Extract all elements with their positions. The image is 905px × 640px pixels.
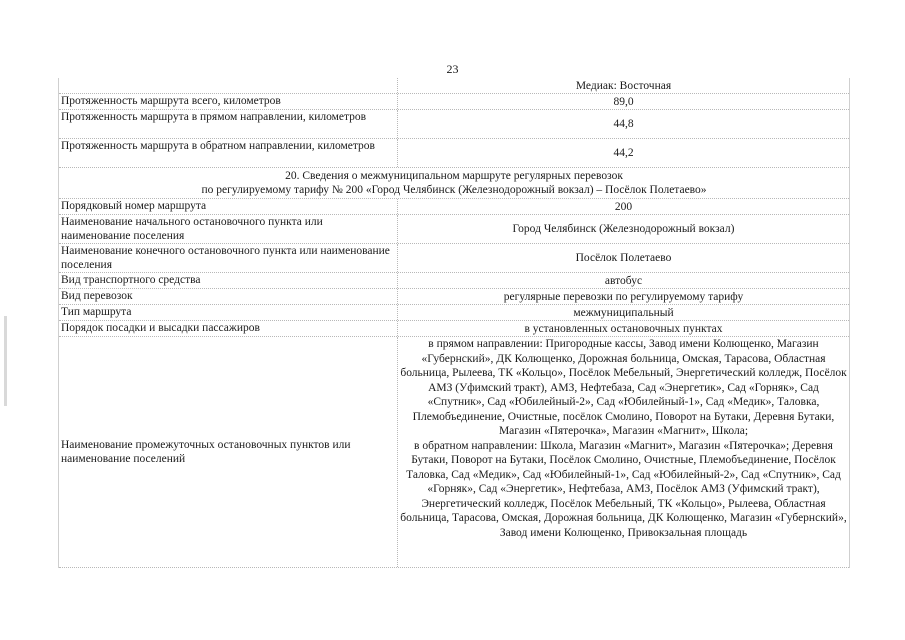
- scan-edge-mark: [4, 316, 7, 406]
- row-value: 200: [397, 199, 849, 214]
- row-label: Тип маршрута: [61, 306, 132, 318]
- row-value: межмуниципальный: [397, 305, 849, 320]
- section-heading: [59, 168, 849, 199]
- row-value: 44,8: [397, 110, 849, 138]
- row-value: Город Челябинск (Железнодорожный вокзал): [397, 215, 849, 243]
- table-row: [59, 94, 849, 110]
- stops-forward: в прямом направлении: Пригородные кассы, Завод имени Колющенко, Магазин «Губернский», ДК Колющенко, Дорожная больница, Омская, Тарасова, Областная больница, Рылеева, ТК «Кольцо», Посёлок Мебельный, Энергетический колледж, Посёлок АМЗ (Уфимский тракт), АМЗ, Нефтебаза, Сад «Энергетик», Сад «Горняк», Сад «Спутник», Сад «Юбилейный-2», Сад «Юбилейный-1», Сад «Медик», Таловка, Племобъединение, Очистные, посёлок Смолино, Поворот на Бутаки, Деревня Бутаки, Магазин «Пятерочка», Магазин «Магнит», Школа;: [400, 338, 847, 437]
- row-value: в установленных остановочных пунктах: [397, 321, 849, 336]
- table-row: [59, 78, 849, 94]
- route-table: [58, 78, 850, 568]
- row-label: Наименование начального остановочного пункта или наименование поселения: [61, 216, 323, 242]
- row-value: 44,2: [397, 139, 849, 167]
- row-label: Порядковый номер маршрута: [61, 200, 207, 212]
- row-label: Наименование конечного остановочного пункта или наименование поселения: [61, 245, 390, 271]
- table-row: [59, 215, 849, 244]
- table-row: [59, 305, 849, 321]
- table-row: [59, 244, 849, 273]
- table-row: [59, 139, 849, 168]
- row-value: 89,0: [397, 94, 849, 109]
- row-value: Посёлок Полетаево: [397, 244, 849, 272]
- section-heading-line-2: по регулируемому тарифу № 200 «Город Челябинск (Железнодорожный вокзал) – Посёлок Полетаево»: [201, 184, 707, 196]
- table-row: [59, 199, 849, 215]
- row-label: Порядок посадки и высадки пассажиров: [61, 322, 260, 334]
- row-value: Медиак: Восточная: [397, 78, 849, 93]
- section-heading-line-1: 20. Сведения о межмуниципальном маршруте регулярных перевозок: [285, 170, 623, 182]
- row-label: Вид транспортного средства: [61, 274, 201, 286]
- row-label: Протяженность маршрута всего, километров: [61, 95, 281, 107]
- row-label: Протяженность маршрута в прямом направлении, километров: [61, 111, 367, 123]
- table-row: [59, 273, 849, 289]
- table-row: [59, 321, 849, 337]
- row-value: регулярные перевозки по регулируемому тарифу: [397, 289, 849, 304]
- row-label: Наименование промежуточных остановочных пунктов или наименование поселений: [61, 439, 351, 465]
- table-row: [59, 289, 849, 305]
- row-label: [59, 78, 397, 93]
- row-label: Вид перевозок: [61, 290, 133, 302]
- table-row: [59, 337, 849, 568]
- row-value: [397, 337, 849, 567]
- stops-backward: в обратном направлении: Школа, Магазин «Магнит», Магазин «Пятерочка»; Деревня Бутаки, Поворот на Бутаки, Посёлок Смолино, Очистные, Племобъединение, Посёлок Таловка, Сад «Медик», Сад «Юбилейный-1», Сад «Юбилейный-2», Сад «Спутник», Сад «Горняк», Сад «Энергетик», Нефтебаза, АМЗ, Посёлок АМЗ (Уфимский тракт), Энергетический колледж, Посёлок Мебельный, ТК «Кольцо», Рылеева, Областная больница, Тарасова, Омская, Дорожная больница, ДК Колющенко, Магазин «Губернский», Завод имени Колющенко, Привокзальная площадь: [400, 439, 847, 539]
- page-number: 23: [446, 62, 459, 76]
- table-row: [59, 110, 849, 139]
- row-label: Протяженность маршрута в обратном направлении, километров: [61, 140, 375, 152]
- row-value: автобус: [397, 273, 849, 288]
